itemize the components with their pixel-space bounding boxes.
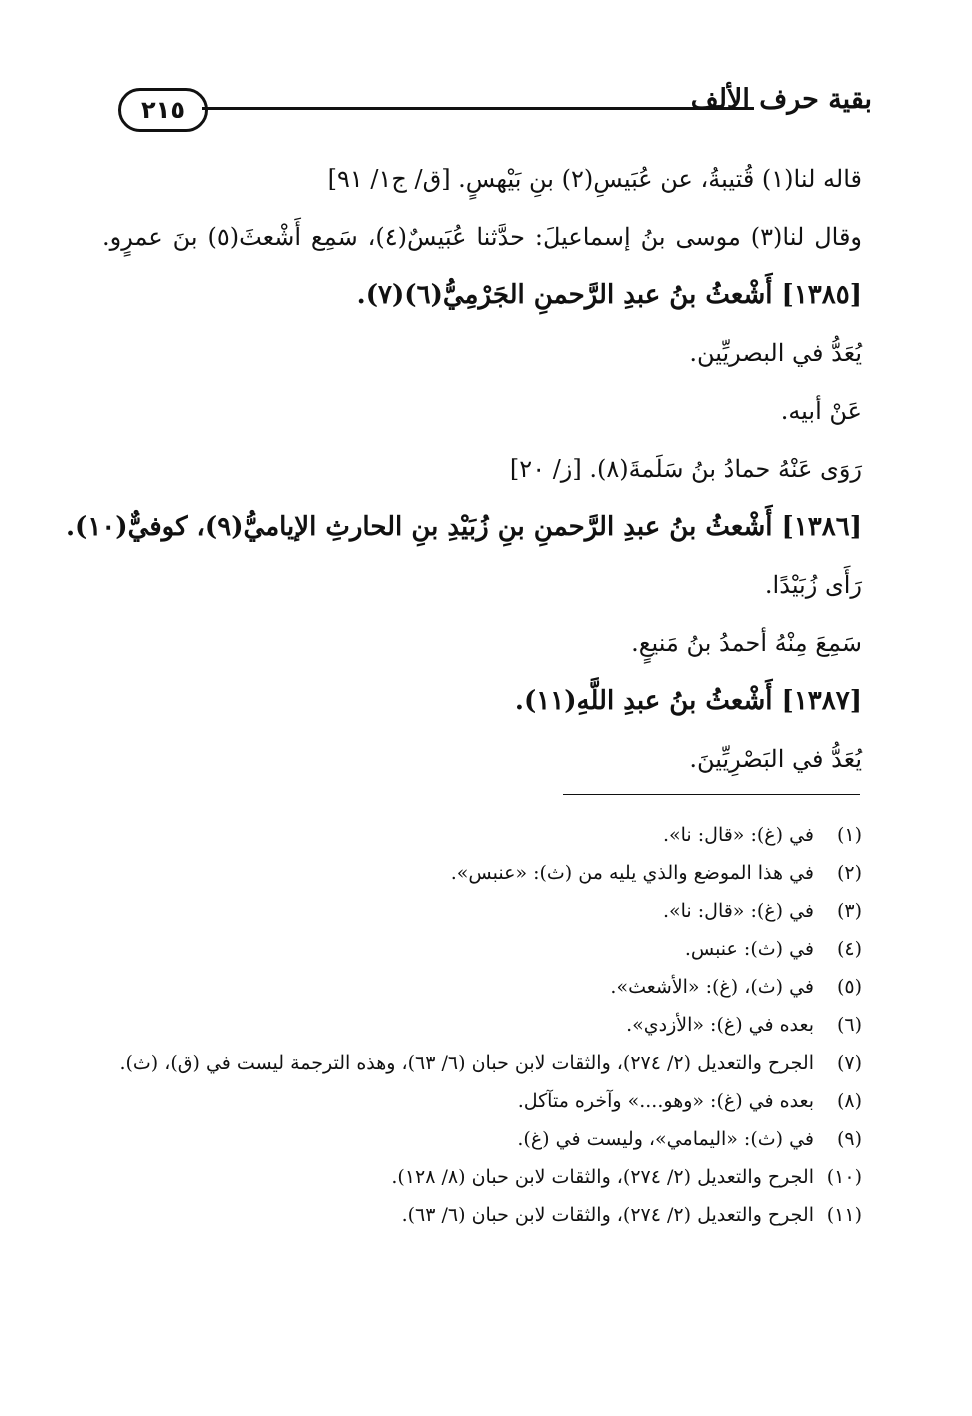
footnote-text: في (غ): «قال: نا».: [662, 900, 814, 922]
footnote-item: [108, 1196, 862, 1234]
text-line: يُعَدُّ في البصريِّين.: [689, 339, 862, 367]
footnote-number: (٨): [836, 1090, 862, 1112]
footnote-number: (٦): [836, 1014, 862, 1036]
footnote-text: في (غ): «قال: نا».: [662, 824, 814, 846]
entry-heading: [١٣٨٦] أَشْعثُ بنُ عبدِ الرَّحمنِ بنِ زُبَيْدِ بنِ الحارثِ الإياميُّ(٩)، كوفيٌّ(١٠).: [65, 512, 862, 542]
footnote-number: (٧): [836, 1052, 862, 1074]
footnotes: [108, 816, 862, 1234]
footnote-item: [108, 1120, 862, 1158]
footnote-number: (٤): [836, 938, 862, 960]
footnote-text: الجرح والتعديل (٢/ ٢٧٤)، والثقات لابن حبان (٦/ ٦٣).: [401, 1204, 814, 1226]
entry-heading: [١٣٨٥] أَشْعثُ بنُ عبدِ الرَّحمنِ الجَرْمِيُّ(٦)(٧).: [356, 280, 862, 310]
footnote-item: [108, 892, 862, 930]
text-line: رَوَى عَنْهُ حمادُ بنُ سَلَمةَ(٨). [ز/ ٢٠]: [509, 455, 862, 483]
footnote-item: [108, 1044, 862, 1082]
footnote-item: [108, 1158, 862, 1196]
footnote-number: (١): [836, 824, 862, 846]
footnote-number: (٣): [836, 900, 862, 922]
footnote-text: الجرح والتعديل (٢/ ٢٧٤)، والثقات لابن حبان (٨/ ١٢٨).: [391, 1166, 814, 1188]
text-line: يُعَدُّ في البَصْرِيِّينَ.: [689, 745, 862, 773]
text-line: وقال لنا(٣) موسى بنُ إسماعيلَ: حدَّثنا عُبَيسٌ(٤)، سَمِع أَشْعثَ(٥) بنَ عمرٍو.: [102, 223, 863, 251]
footnote-text: في (ث)، (غ): «الأشعث».: [610, 976, 814, 998]
footnote-text: الجرح والتعديل (٢/ ٢٧٤)، والثقات لابن حبان (٦/ ٦٣)، وهذه الترجمة ليست في (ق)، (ث).: [119, 1052, 814, 1074]
footnote-text: في (ث): عنبس.: [684, 938, 814, 960]
footnote-number: (١١): [826, 1204, 862, 1226]
footnote-text: في (ث): «اليمامي»، وليست في (غ).: [517, 1128, 814, 1150]
footnote-text: بعده في (غ): «الأزدي».: [626, 1014, 814, 1036]
footnote-item: [108, 968, 862, 1006]
footnote-item: [108, 1006, 862, 1044]
entry-heading: [١٣٨٧] أَشْعثُ بنُ عبدِ اللَّهِ(١١).: [514, 686, 862, 716]
footnote-text: بعده في (غ): «وهو....» وآخره متآكل.: [517, 1090, 814, 1112]
footnote-number: (١٠): [826, 1166, 862, 1188]
running-title: بقية حرف الألف: [690, 84, 872, 115]
footnote-item: [108, 816, 862, 854]
text-line: عَنْ أبيه.: [780, 397, 862, 425]
footnote-item: [108, 1082, 862, 1120]
footnote-number: (٥): [836, 976, 862, 998]
footnote-item: [108, 930, 862, 968]
page-number: ٢١٥: [118, 88, 208, 132]
header-rule: [202, 107, 754, 110]
text-line: رَأَى زُبَيْدًا.: [764, 571, 862, 599]
footnote-separator: [563, 794, 860, 795]
text-line: قاله لنا(١) قُتيبةُ، عن عُبَيسِ(٢) بنِ بَيْهسٍ. [ق/ ج١/ ٩١]: [327, 165, 862, 193]
page-header: [110, 84, 872, 140]
text-line: سَمِعَ مِنْهُ أحمدُ بنُ مَنيعٍ.: [631, 629, 862, 657]
footnote-item: [108, 854, 862, 892]
footnote-text: في هذا الموضع والذي يليه من (ث): «عنبس».: [450, 862, 814, 884]
main-text: [65, 150, 863, 788]
footnote-number: (٩): [836, 1128, 862, 1150]
footnote-number: (٢): [836, 862, 862, 884]
